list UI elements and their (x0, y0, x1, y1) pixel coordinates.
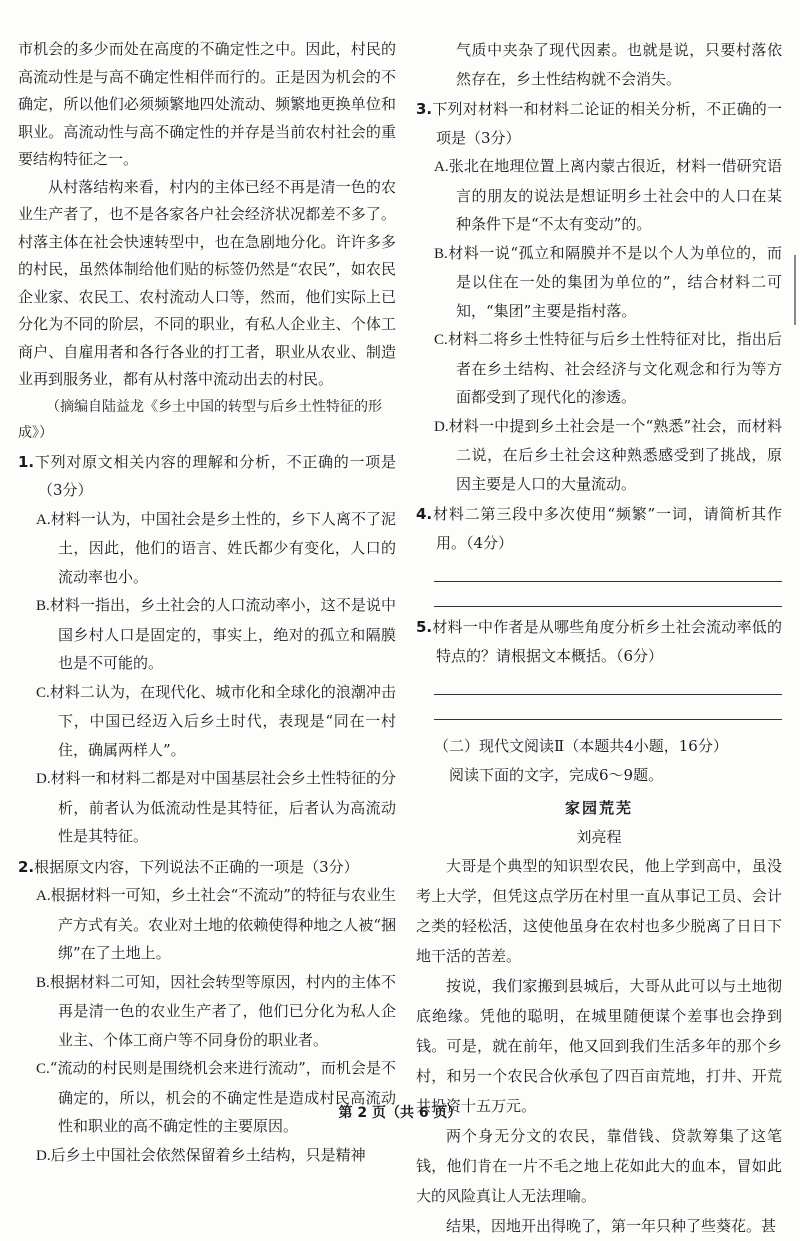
option-b: B.根据材料二可知，因社会转型等原因，村内的主体不再是清一色的农业生产者了，他们已分化为私人企业主、个体工商户等不同身份的职业者。 (36, 972, 396, 1049)
option-d: D.后乡土中国社会依然保留着乡土结构，只是精神 (36, 1145, 366, 1164)
question-stem: 材料一中作者是从哪些角度分析乡土社会流动率低的特点的？请根据文本概括。（6分） (432, 618, 782, 665)
option-c: C.材料二将乡土性特征与后乡土性特征对比，指出后者在乡土结构、社会经济与文化观念和行为等方面都受到了现代化的渗透。 (434, 330, 782, 406)
answer-line[interactable] (434, 582, 782, 607)
story-paragraph: 按说，我们家搬到县城后，大哥从此可以与土地彻底绝缘。凭他的聪明，在城里随便谋个差事也会挣到钱。可是，就在前年，他又回到我们生活多年的那个乡村，和另一个农民合伙承包了四百亩荒地，打井、开荒共投资十五万元。 (416, 977, 782, 1115)
option-c: C.“流动的村民则是围绕机会来进行流动”，而机会是不确定的，所以，机会的不确定性是造成村民高流动性和职业的高不确定性的主要原因。 (36, 1059, 396, 1135)
question-number: 2. (18, 857, 35, 876)
question-2 (18, 853, 396, 1171)
option-a: A.材料一认为，中国社会是乡土性的，乡下人离不了泥土，因此，他们的语言、姓氏都少有变化，人口的流动率也小。 (36, 509, 396, 586)
option-c: C.材料二认为，在现代化、城市化和全球化的浪潮冲击下，中国已经迈入后乡土时代，表现是“同在一村住，确属两样人”。 (36, 682, 396, 759)
question-3 (416, 95, 782, 498)
option-d: D.材料一中提到乡土社会是一个“熟悉”社会，而材料二说，在后乡土社会这种熟悉感受到了挑战，原因主要是人口的大量流动。 (434, 416, 782, 493)
question-4 (416, 500, 782, 607)
answer-line[interactable] (434, 670, 782, 695)
story-author: 刘亮程 (576, 828, 622, 846)
left-column (18, 36, 396, 1170)
section-heading: （二）现代文阅读Ⅱ（本题共4小题，16分） (434, 737, 728, 755)
story-paragraph: 两个身无分文的农民，靠借钱、贷款筹集了这笔钱，他们肯在一片不毛之地上花如此大的血本，冒如此大的风险真让人无法理喻。 (416, 1127, 782, 1205)
question-number: 1. (18, 452, 35, 471)
option-d-continued: 气质中夹杂了现代因素。也就是说，只要村落依然存在，乡土性结构就不会消失。 (456, 41, 782, 88)
option-b: B.材料一指出，乡土社会的人口流动率小，这不是说中国乡村人口是固定的，事实上，绝对的孤立和隔膜也是不可能的。 (36, 596, 396, 672)
story-title: 家园荒芜 (564, 799, 633, 817)
question-5 (416, 613, 782, 720)
story-paragraph: 大哥是个典型的知识型农民，他上学到高中，虽没考上大学，但凭这点学历在村里一直从事记工员、会计之类的轻松活，这使他虽身在农村也多少脱离了日日下地干活的苦差。 (416, 857, 782, 965)
question-stem: 下列对原文相关内容的理解和分析，不正确的一项是（3分） (34, 452, 396, 499)
question-number: 5. (416, 618, 433, 636)
option-d: D.材料一和材料二都是对中国基层社会乡土性特征的分析，前者认为低流动性是其特征，后者认为高流动性是其特征。 (36, 769, 396, 845)
story-paragraph: 结果，因地开出得晚了，第一年只种了些葵花。甚 (446, 1217, 777, 1235)
passage-paragraph: 从村落结构来看，村内的主体已经不再是清一色的农业生产者了，也不是各家各户社会经济状况都差不多了。村落主体在社会快速转型中，也在急剧地分化。许许多多的村民，虽然体制给他们贴的标签仍然是“农民”，如农民企业家、农民工、农村流动人口等，然而，他们实际上已分化为不同的阶层，不同的职业，有私人企业主、个体工商户、自雇用者和各行各业的打工者，职业从农业、制造业再到服务业，都有从村落中流动出去的村民。 (18, 177, 396, 388)
reading-instruction: 阅读下面的文字，完成6～9题。 (449, 765, 664, 784)
question-number: 3. (416, 100, 433, 118)
question-stem: 根据原文内容，下列说法不正确的一项是（3分） (34, 857, 359, 876)
page-number: 第 2 页（共 6 页） (338, 1105, 462, 1121)
page-edge-mark (794, 255, 796, 325)
option-b: B.材料一说“孤立和隔膜并不是以个人为单位的，而是以住在一处的集团为单位的”，结合材料二可知，“集团”主要是指村落。 (434, 243, 782, 320)
source-citation: （摘编自陆益龙《乡土中国的转型与后乡土性特征的形成》） (18, 398, 382, 441)
question-number: 4. (416, 505, 433, 523)
answer-line[interactable] (434, 695, 782, 720)
right-column (416, 36, 782, 1241)
passage-paragraph: 市机会的多少而处在高度的不确定性之中。因此，村民的高流动性是与高不确定性相伴而行的。正是因为机会的不确定，所以他们必须频繁地四处流动、频繁地更换单位和职业。高流动性与高不确定性的并存是当前农村社会的重要结构特征之一。 (18, 40, 396, 168)
option-a: A.张北在地理位置上离内蒙古很近，材料一借研究语言的朋友的说法是想证明乡土社会中的人口在某种条件下是“不太有变动”的。 (434, 157, 782, 233)
question-1 (18, 448, 396, 851)
answer-line[interactable] (434, 557, 782, 582)
question-stem: 材料二第三段中多次使用“频繁”一词，请简析其作用。（4分） (432, 505, 782, 552)
option-a: A.根据材料一可知，乡土社会“不流动”的特征与农业生产方式有关。农业对土地的依赖使得种地之人被“捆绑”在了土地上。 (36, 886, 396, 962)
question-stem: 下列对材料一和材料二论证的相关分析，不正确的一项是（3分） (432, 100, 782, 147)
